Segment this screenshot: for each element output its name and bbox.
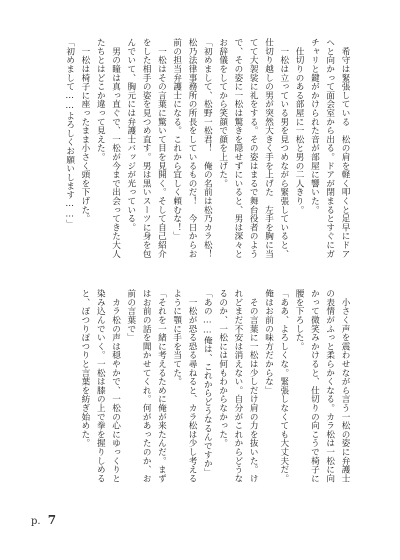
paragraph: 「初めまして……よろしくお願いします……」 <box>64 38 75 229</box>
paragraph: 「それを一緒に考えるために俺が来たんだ。まずはお前の話を聞かせてくれ。何があったのか、お前の言葉で」 <box>125 289 167 483</box>
paragraph: 一松が恐る恐る尋ねると、カラ松は少し考えるように顎に手を当てた。 <box>171 289 198 483</box>
paragraph: 希守は緊張している 松の肩を軽く叩くと足早にドアへと向かって面会室から出る。ドアが閉まるとすぐにガチャリと鍵がかけられた音が部屋に響いた。 <box>309 38 350 258</box>
paragraph: 一松は椅子に座ったまま小さく頭を下げた。 <box>79 38 90 223</box>
paragraph: 一松はその言葉に驚いて目を見開く。そして自己紹介をした相手の姿を見つめ直す。男は黒いスーツに身を包んでいて、胸元には弁護士バッジが光っている。 <box>125 38 167 258</box>
paragraph: 男の瞳は真っ直ぐで、一松が今まで出会ってきた大人たちとはどこか違って見えた。 <box>95 38 121 258</box>
lower-text-block <box>46 289 352 487</box>
paragraph: カラ松の声は穏やかで、一松の心にゆっくりと染み込んでいく。一松は膝の上で拳を握りしめると、ぽつりぽつりと言葉を紡ぎ始めた。 <box>79 289 121 483</box>
paragraph: その言葉に一松は少しだけ肩の力を抜いた。けれどまだ不安は消えない。自分がこれからどうなるのか、一松には何もわからなかった。 <box>217 289 259 483</box>
page-number-label: p. <box>31 516 41 527</box>
upper-text-block <box>64 38 352 267</box>
page-number-value: 7 <box>47 513 57 527</box>
paragraph: 「あの……俺は、これからどうなるんですか」 <box>202 289 213 477</box>
page-number <box>31 513 56 527</box>
paragraph: 仕切りのある部屋に一松と男の二人きり。 <box>294 38 305 214</box>
paragraph: 一松は立っている男を見つめながら緊張していると、仕切り越しの男が突然大きく手を上げた 左手を胸に当てて大袈裟に礼をする。その姿はまるで舞台役者のようで、その姿に一松は驚きを隠せずにいると、男は深々とお辞儀をしてから笑顔で顔を上げた。 <box>217 38 289 258</box>
paragraph: 「ああ、よろしくな。緊張しなくても大丈夫だ。俺はお前の味方だからな」 <box>263 289 289 483</box>
paragraph: 「初めまして、松野一松君！ 俺の名前は松乃カラ松！ 松乃法律事務所の所長をしているものだ！ 今日からお前の担当弁護士になる。これから宜しく頼むな！」 <box>171 38 213 267</box>
paragraph: 小さく声を震わせながら言う一松の姿に弁護士の表情がふっと柔らかくなる。カラ松は一松に向かって微笑みかけると、仕切りの向こうで椅子に腰を下ろした。 <box>294 289 350 483</box>
